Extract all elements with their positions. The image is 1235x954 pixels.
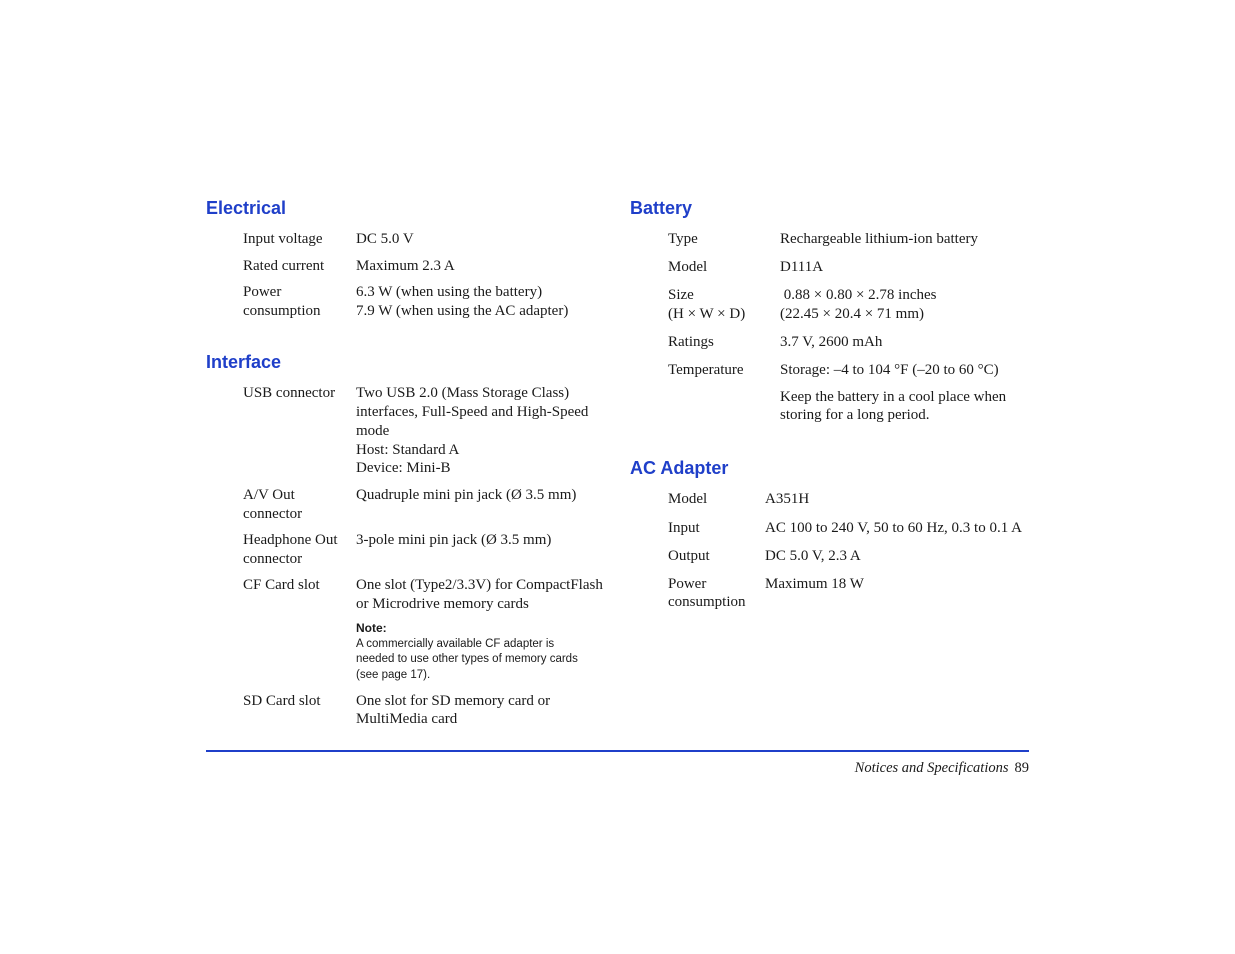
sd-card-slot-value-2: MultiMedia card [356,711,458,727]
battery-storage-note-2: storing for a long period. [780,407,930,423]
battery-ratings-label: Ratings [668,334,714,350]
power-consumption-value-1: 6.3 W (when using the battery) [356,284,543,300]
battery-type-label: Type [668,231,698,247]
battery-storage-note-1: Keep the battery in a cool place when [780,389,1007,405]
adapter-output-label: Output [668,548,710,564]
adapter-model-label: Model [668,491,708,507]
interface-heading: Interface [206,352,282,372]
ac-adapter-heading: AC Adapter [630,458,729,478]
adapter-output-value: DC 5.0 V, 2.3 A [765,548,861,564]
av-out-label-2: connector [243,506,303,522]
cf-card-slot-value-2: or Microdrive memory cards [356,596,529,612]
power-consumption-label-2: consumption [243,303,321,319]
input-voltage-value: DC 5.0 V [356,231,414,247]
note-line-3: (see page 17). [356,669,431,681]
battery-model-label: Model [668,259,708,275]
battery-model-value: D111A [780,259,824,275]
battery-temperature-value: Storage: –4 to 104 °F (–20 to 60 °C) [780,362,999,378]
usb-connector-value-5: Device: Mini-B [356,460,451,476]
battery-heading: Battery [630,198,693,218]
power-consumption-label-1: Power [243,284,282,300]
usb-connector-value-2: interfaces, Full-Speed and High-Speed [356,404,589,420]
adapter-power-value: Maximum 18 W [765,576,864,592]
battery-size-label-2: (H × W × D) [668,306,746,322]
adapter-power-label-1: Power [668,576,707,592]
usb-connector-value-1: Two USB 2.0 (Mass Storage Class) [356,385,570,401]
battery-type-value: Rechargeable lithium-ion battery [780,231,978,247]
headphone-out-value: 3-pole mini pin jack (Ø 3.5 mm) [356,532,552,548]
usb-connector-label: USB connector [243,385,336,401]
footer-rule [206,750,1029,752]
sd-card-slot-label: SD Card slot [243,693,321,709]
headphone-out-label-1: Headphone Out [243,532,338,548]
rated-current-value: Maximum 2.3 A [356,258,455,274]
note-line-2: needed to use other types of memory cards [356,653,578,665]
usb-connector-value-3: mode [356,423,390,439]
battery-ratings-value: 3.7 V, 2600 mAh [780,334,883,350]
page-footer [855,760,1029,777]
electrical-heading: Electrical [206,198,287,218]
adapter-power-label-2: consumption [668,594,746,610]
note-line-1: A commercially available CF adapter is [356,638,555,650]
battery-size-value-2: (22.45 × 20.4 × 71 mm) [780,306,924,322]
battery-temperature-label: Temperature [668,362,744,378]
battery-size-label-1: Size [668,287,694,303]
battery-size-value-1: 0.88 × 0.80 × 2.78 inches [780,287,937,303]
adapter-model-value: A351H [765,491,810,507]
note-title: Note: [356,621,387,635]
adapter-input-value: AC 100 to 240 V, 50 to 60 Hz, 0.3 to 0.1 A [765,520,1022,536]
usb-connector-value-4: Host: Standard A [356,442,460,458]
sd-card-slot-value-1: One slot for SD memory card or [356,693,551,709]
rated-current-label: Rated current [243,258,325,274]
input-voltage-label: Input voltage [243,231,323,247]
adapter-input-label: Input [668,520,700,536]
av-out-value: Quadruple mini pin jack (Ø 3.5 mm) [356,487,577,503]
cf-card-slot-value-1: One slot (Type2/3.3V) for CompactFlash [356,577,603,593]
cf-card-slot-label: CF Card slot [243,577,320,593]
av-out-label-1: A/V Out [243,487,295,503]
power-consumption-value-2: 7.9 W (when using the AC adapter) [356,303,569,319]
headphone-out-label-2: connector [243,551,303,567]
page-number: 89 [1014,760,1029,776]
footer-text: Notices and Specifications [854,760,1009,776]
